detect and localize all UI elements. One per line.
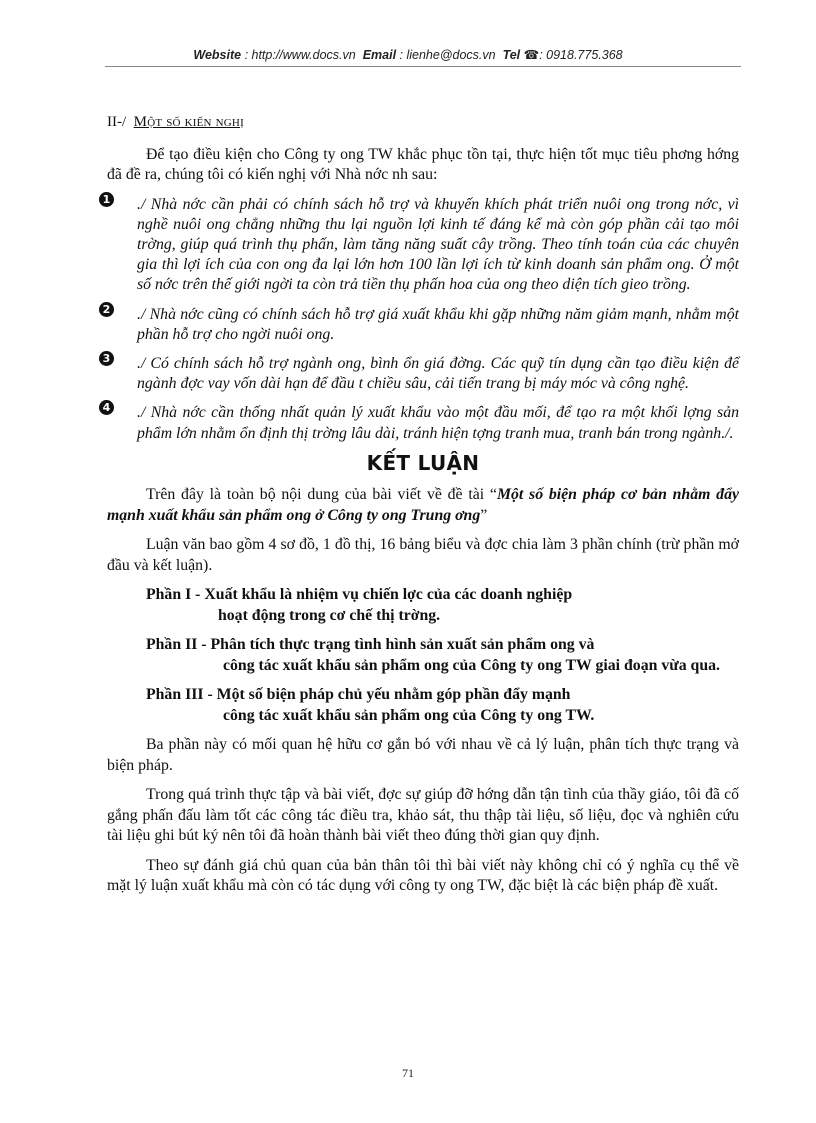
conclusion-paragraph-1	[107, 485, 739, 526]
section-heading	[107, 112, 739, 133]
number-badge-icon: 2	[99, 302, 114, 317]
recommendation-item	[102, 351, 739, 394]
conclusion-paragraph-3: Ba phần này có mối quan hệ hữu cơ gắn bó với nhau về cả lý luận, phân tích thực trạng và biện pháp.	[107, 736, 739, 774]
thesis-part	[107, 635, 739, 676]
recommendation-lead: ./	[137, 195, 146, 213]
part-heading: Phần I - Xuất khẩu là nhiệm vụ chiến lợc của các doanh nghiệp	[146, 586, 573, 604]
email-value: : lienhe@docs.vn	[399, 48, 496, 62]
conclusion-title: KẾT LUẬN	[366, 450, 480, 475]
part-continuation: hoạt động trong cơ chế thị trờng.	[218, 606, 441, 624]
intro-paragraph: Để tạo điều kiện cho Công ty ong TW khắc phục tồn tại, thực hiện tốt mục tiêu phơng hớng đã đề ra, chúng tôi có kiến nghị với Nhà nớc nh sau:	[107, 145, 739, 183]
number-badge-icon: 1	[99, 192, 114, 207]
part-heading: Phần II - Phân tích thực trạng tình hình sản xuất sản phẩm ong và	[146, 636, 595, 654]
document-body	[102, 112, 739, 906]
recommendation-item	[102, 401, 739, 443]
conclusion-paragraph-4: Trong quá trình thực tập và bài viết, đợc sự giúp đỡ hớng dẫn tận tình của thầy giáo, tôi đã cố gắng phấn đấu làm tốt các công tác điều tra, khảo sát, thu thập tài liệu, số liệu, đọc và nghiên cứu tài liệu ghi bút ký nên tôi đã hoàn thành bài viết theo đúng thời gian quy định.	[107, 786, 739, 845]
conclusion-p1-end: ”	[480, 506, 488, 524]
page-header	[0, 47, 816, 62]
recommendation-item	[102, 192, 739, 296]
recommendation-lead: ./	[137, 404, 146, 422]
part-heading: Phần III - Một số biện pháp chủ yếu nhằm góp phần đẩy mạnh	[146, 686, 571, 704]
recommendation-lead: ./	[137, 354, 146, 372]
section-prefix: II-/	[107, 114, 127, 130]
header-divider	[105, 66, 741, 67]
thesis-part	[107, 685, 739, 726]
number-badge-icon: 3	[99, 351, 114, 366]
section-title: Một số kiến nghị	[133, 114, 244, 130]
email-label: Email	[362, 48, 397, 62]
conclusion-paragraph-2: Luận văn bao gồm 4 sơ đồ, 1 đồ thị, 16 bảng biểu và đợc chia làm 3 phần chính (trừ phần mở đầu và kết luận).	[107, 536, 739, 574]
thesis-topic: Một số biện pháp cơ bản nhằm đẩy mạnh xuất khẩu sản phẩm ong ở Công ty ong Trung ơng	[107, 486, 739, 524]
part-continuation: công tác xuất khẩu sản phẩm ong của Công ty ong TW giai đoạn vừa qua.	[223, 656, 720, 674]
recommendation-item	[102, 302, 739, 345]
recommendation-text: Nhà nớc cần phải có chính sách hỗ trợ và khuyến khích phát triển nuôi ong trong nớc, vì nghề nuôi ong chẳng những thu lại nguồn lợi kinh tế đáng kể mà còn góp phần cải tạo môi trờng, giúp quá trình thụ phấn, làm tăng năng suất cây trồng. Theo tính toán của các chuyên gia thì lợi ích của con ong đa lại lớn hơn 100 lần lợi ích từ kinh doanh sản phẩm ong. Ở một số nớc trên thế giới ngời ta còn trả tiền thụ phấn hoa của ong theo diện tích gieo trồng.	[137, 195, 739, 294]
number-badge-icon: 4	[99, 400, 114, 415]
recommendation-lead: ./	[137, 305, 146, 323]
tel-label: Tel ☎	[502, 48, 540, 62]
website-label: Website	[193, 48, 242, 62]
conclusion-paragraph-5: Theo sự đánh giá chủ quan của bản thân tôi thì bài viết này không chỉ có ý nghĩa cụ thể về mặt lý luận xuất khẩu mà còn có tác dụng với công ty ong TW, đặc biệt là các biện pháp đề xuất.	[107, 856, 739, 895]
recommendation-text: Có chính sách hỗ trợ ngành ong, bình ổn giá đờng. Các quỹ tín dụng cần tạo điều kiện để ngành đợc vay vốn dài hạn để đầu t chiều sâu, cải tiến trang bị máy móc và công nghệ.	[137, 354, 739, 393]
tel-value: : 0918.775.368	[539, 48, 623, 62]
recommendation-text: Nhà nớc cũng có chính sách hỗ trợ giá xuất khẩu khi gặp những năm giảm mạnh, nhằm một phần hỗ trợ cho ngời nuôi ong.	[137, 305, 739, 343]
website-value: : http://www.docs.vn	[244, 48, 356, 62]
recommendation-text: Nhà nớc cần thống nhất quản lý xuất khẩu vào một đầu mối, để tạo ra một khối lợng sản phẩm lớn nhằm ổn định thị trờng lâu dài, tránh hiện tợng tranh mua, tranh bán trong ngành./.	[137, 404, 739, 442]
thesis-part	[107, 585, 739, 626]
conclusion-p1-start: Trên đây là toàn bộ nội dung của bài viết về đề tài “	[146, 486, 497, 504]
part-continuation: công tác xuất khẩu sản phẩm ong của Công ty ong TW.	[223, 706, 595, 724]
page-number: 71	[402, 1066, 414, 1080]
